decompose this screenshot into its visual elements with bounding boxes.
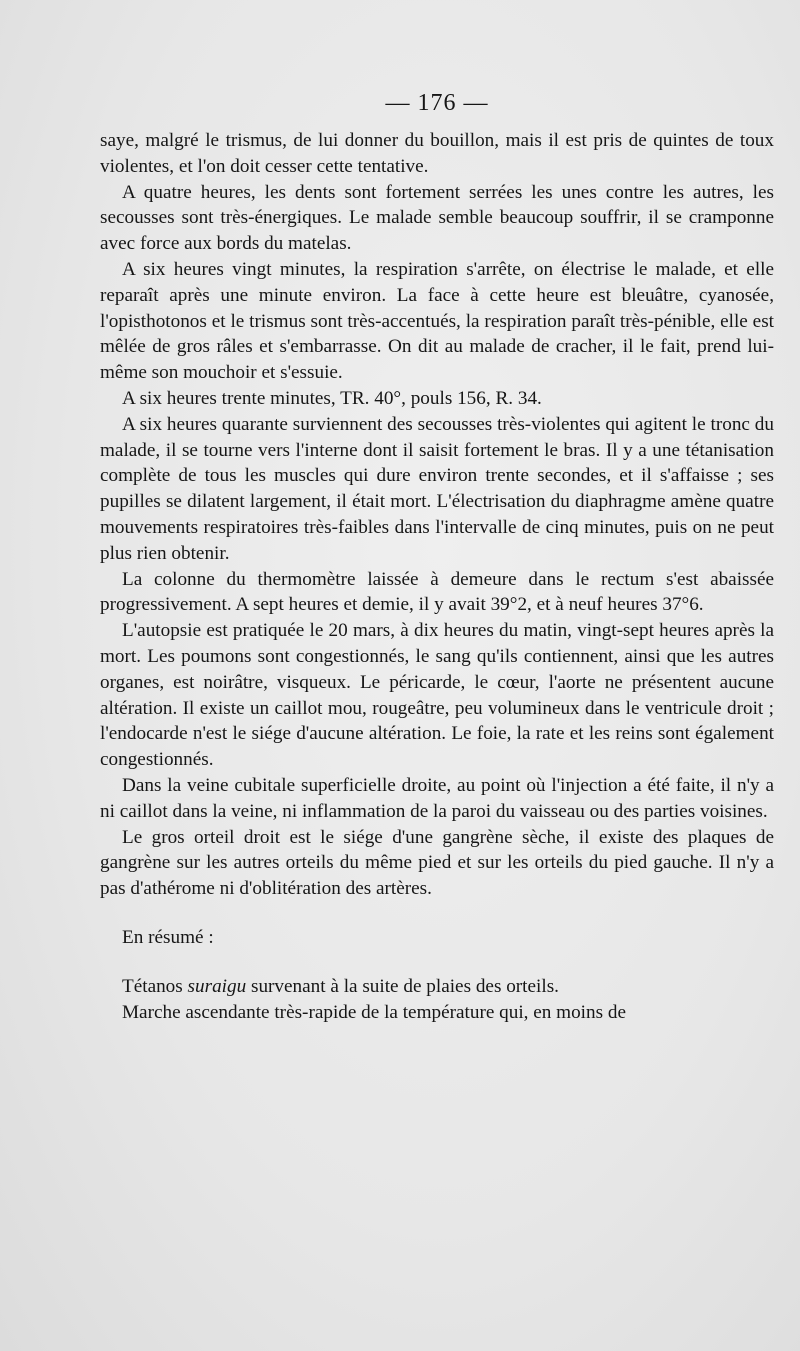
paragraph-autopsie: L'autopsie est pratiquée le 20 mars, à dix heures du matin, vingt-sept heures après la mort. Les poumons sont congestionnés, le sang qu'ils contiennent, ainsi que les autres organes, est noirâtre, visqueux. Le péricarde, le cœur, l'aorte ne présentent aucune altération. Il existe un caillot mou, rougeâtre, peu volumineux dans le ventricule droit ; l'endocarde n'est le siége d'aucune altération. Le foie, la rate et les reins sont également congestionnés. [100,620,774,771]
page-number: — 176 — [385,90,489,116]
paragraph-six-heures-quarante: A six heures quarante surviennent des secousses très-violentes qui agitent le tronc du malade, il se tourne vers l'interne dont il saisit fortement le bras. Il y a une tétanisation complète de tous les muscles qui dure environ trente secondes, et il s'affaisse ; ses pupilles se dilatent largement, il était mort. L'électrisation du diaphragme amène quatre mouvements respiratoires très-faibles dans l'intervalle de cinq minutes, puis on ne peut plus rien obtenir. [100,413,774,564]
body-text [100,128,774,1025]
paragraph-en-resume: En résumé : [122,926,214,948]
paragraph-gangrene: Le gros orteil droit est le siége d'une gangrène sèche, il existe des plaques de gangrène sur les autres orteils du même pied et sur les orteils du pied gauche. Il n'y a pas d'athérome ni d'oblitération des artères. [100,826,774,900]
paragraph-thermometre: La colonne du thermomètre laissée à demeure dans le rectum s'est abaissée progressivement. A sept heures et demie, il y avait 39°2, et à neuf heures 37°6. [100,568,774,616]
paragraph-tetanos [100,974,774,1000]
paragraph-six-heures-vingt: A six heures vingt minutes, la respiration s'arrête, on électrise le malade, et elle reparaît après une minute environ. La face à cette heure est bleuâtre, cyanosée, l'opisthotonos et le trismus sont très-accentués, la respiration paraît très-pénible, elle est mêlée de gros râles et s'embarrasse. On dit au malade de cracher, il le fait, prend lui-même son mouchoir et s'essuie. [100,258,774,384]
paragraph-continuation: saye, malgré le trismus, de lui donner du bouillon, mais il est pris de quintes de toux violentes, et l'on doit cesser cette tentative. [100,130,774,177]
tetanos-after: survenant à la suite de plaies des orteils. [250,975,559,997]
paragraph-quatre-heures: A quatre heures, les dents sont fortement serrées les unes contre les autres, les secousses sont très-énergiques. Le malade semble beaucoup souffrir, il se cramponne avec force aux bords du matelas. [100,181,774,255]
paragraph-six-heures-trente: A six heures trente minutes, TR. 40°, pouls 156, R. 34. [122,387,542,409]
tetanos-before: Tétanos [122,975,183,997]
tetanos-italic: suraigu [187,975,247,997]
paragraph-veine-cubitale: Dans la veine cubitale superficielle droite, au point où l'injection a été faite, il n'y a ni caillot dans la veine, ni inflammation de la paroi du vaisseau ou des parties voisines. [100,774,774,822]
paragraph-marche-ascendante: Marche ascendante très-rapide de la température qui, en moins de [122,1001,626,1023]
